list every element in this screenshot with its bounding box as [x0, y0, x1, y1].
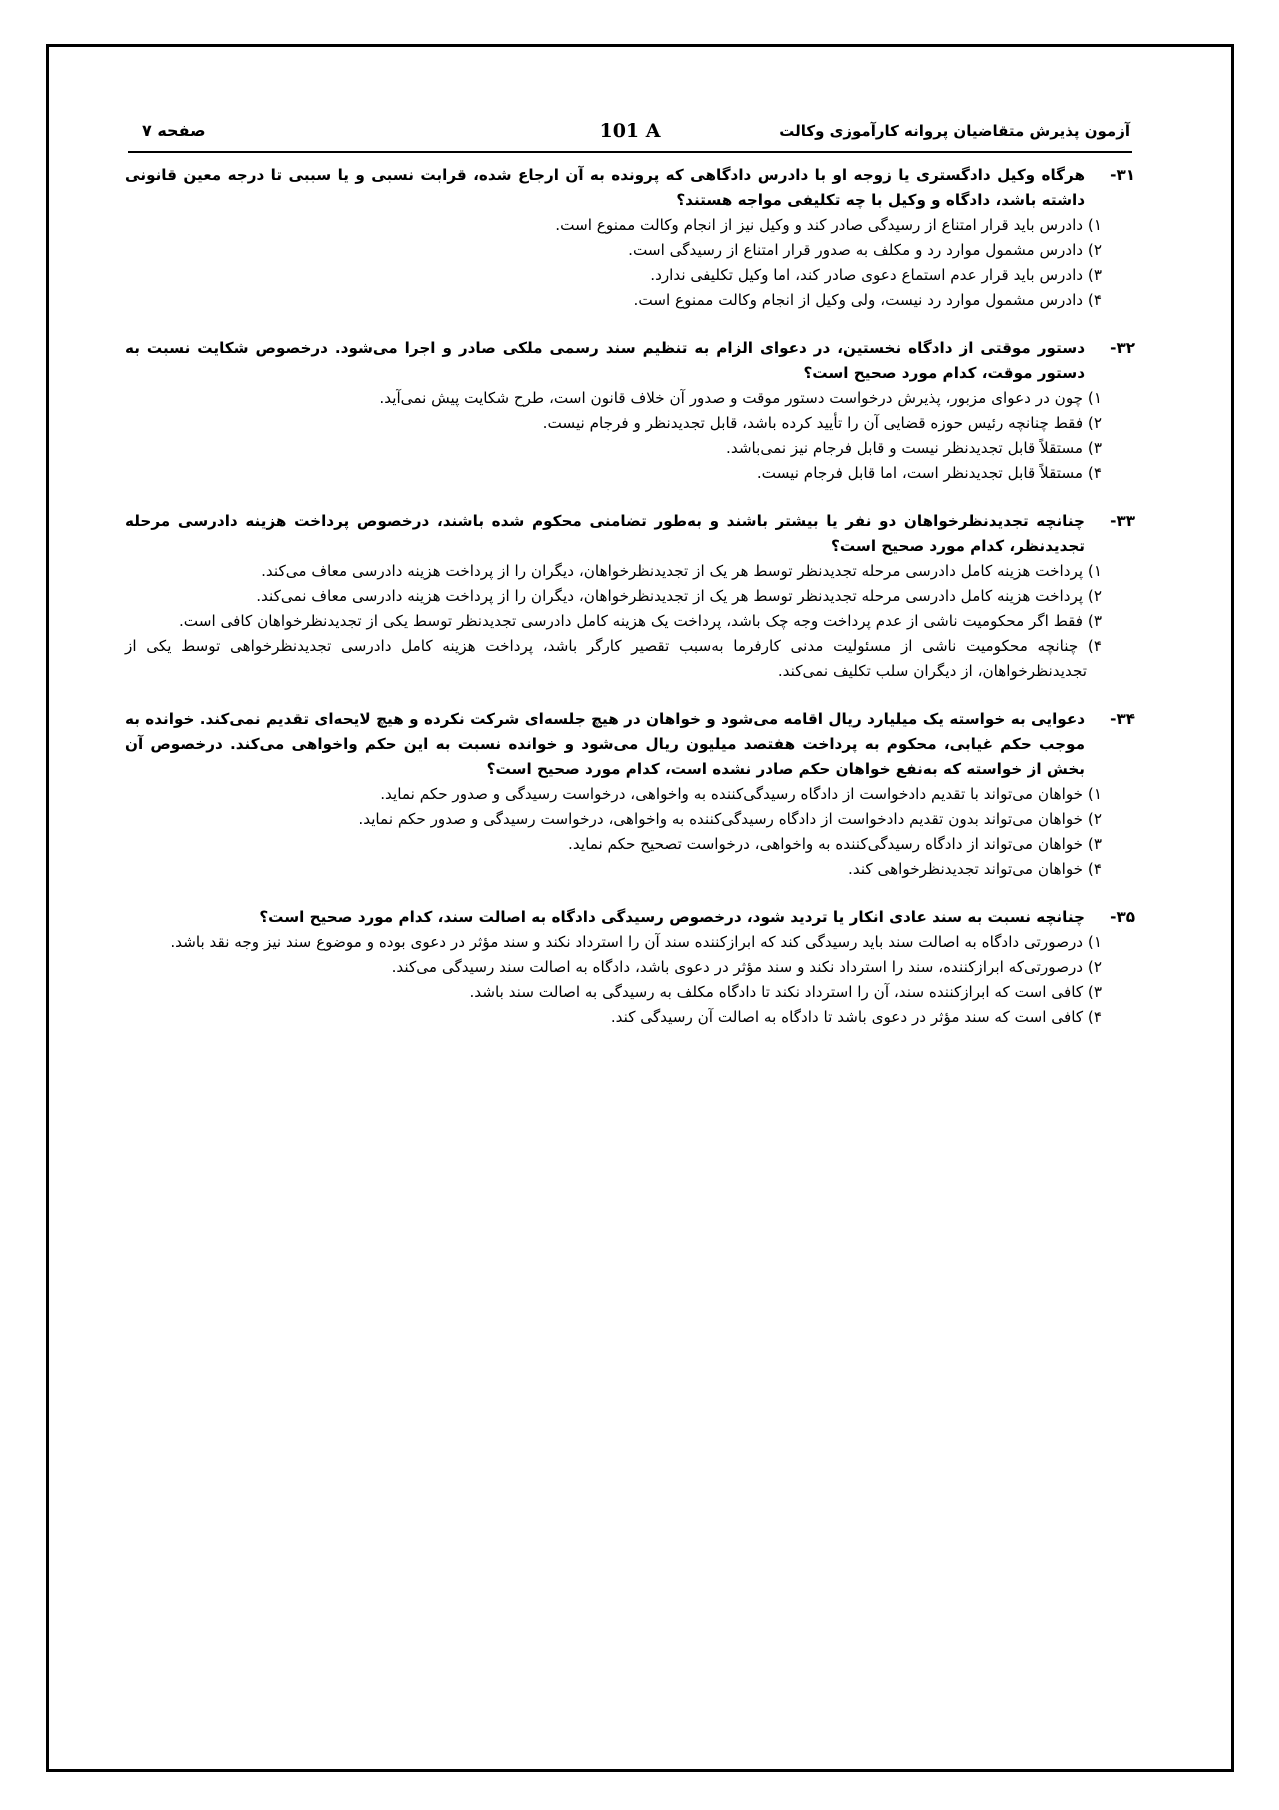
question-stem: دستور موقتی از دادگاه نخستین، در دعوای الزام به تنظیم سند رسمی ملکی صادر و اجرا می‌شود. درخصوص شکایت نسبت به دستور موقت، کدام مورد صحیح است؟ — [125, 339, 1085, 382]
option: ۳) دادرس باید قرار عدم استماع دعوی صادر کند، اما وکیل تکلیفی ندارد. — [650, 266, 1102, 284]
question-31 — [125, 163, 1135, 313]
option: ۳) خواهان می‌تواند از دادگاه رسیدگی‌کننده به واخواهی، درخواست تصحیح حکم نماید. — [568, 835, 1102, 853]
question-34 — [125, 707, 1135, 882]
question-number: ۳۴- — [1110, 710, 1135, 728]
option: ۱) خواهان می‌تواند با تقدیم دادخواست از دادگاه رسیدگی‌کننده به واخواهی، درخواست رسیدگی و صدور حکم نماید. — [380, 785, 1102, 803]
question-stem: چنانچه نسبت به سند عادی انکار یا تردید شود، درخصوص رسیدگی دادگاه به اصالت سند، کدام مورد صحیح است؟ — [259, 908, 1085, 926]
option: ۴) خواهان می‌تواند تجدیدنظرخواهی کند. — [848, 860, 1102, 878]
question-number: ۳۳- — [1110, 512, 1135, 530]
question-35 — [125, 905, 1135, 1030]
option: ۲) پرداخت هزینه کامل دادرسی مرحله تجدیدنظر توسط هر یک از تجدیدنظرخواهان، دیگران را از پرداخت هزینه دادرسی معاف نمی‌کند. — [256, 587, 1102, 605]
option: ۴) دادرس مشمول موارد رد نیست، ولی وکیل از انجام وکالت ممنوع است. — [633, 291, 1102, 309]
exam-title: آزمون پذیرش متقاضیان پروانه کارآموزی وکالت — [779, 122, 1130, 140]
question-33 — [125, 509, 1135, 684]
option: ۳) فقط اگر محکومیت ناشی از عدم پرداخت وجه چک باشد، پرداخت یک هزینه کامل دادرسی تجدیدنظر توسط یکی از تجدیدنظرخواهان کافی است. — [178, 612, 1102, 630]
question-stem: چنانچه تجدیدنظرخواهان دو نفر یا بیشتر باشند و به‌طور تضامنی محکوم شده باشند، درخصوص پرداخت هزینه دادرسی مرحله تجدیدنظر، کدام مورد صحیح است؟ — [125, 512, 1085, 555]
page-number: صفحه ۷ — [142, 121, 206, 140]
question-stem: دعوایی به خواسته یک میلیارد ریال اقامه می‌شود و خواهان در هیچ جلسه‌ای شرکت نکرده و هیچ لایحه‌ای تقدیم نمی‌کند. خوانده به موجب حکم غیابی، محکوم به پرداخت هفتصد میلیون ریال می‌شود و خوانده نسبت به این حکم واخواهی می‌کند. درخصوص آن بخش از خواسته که به‌نفع خواهان حکم صادر نشده است، کدام مورد صحیح است؟ — [125, 710, 1085, 778]
option: ۴) مستقلاً قابل تجدیدنظر است، اما قابل فرجام نیست. — [756, 464, 1102, 482]
page-header — [130, 122, 1130, 146]
option: ۱) دادرس باید قرار امتناع از رسیدگی صادر کند و وکیل نیز از انجام وکالت ممنوع است. — [555, 216, 1102, 234]
option: ۲) فقط چنانچه رئیس حوزه قضایی آن را تأیید کرده باشد، قابل تجدیدنظر و فرجام نیست. — [542, 414, 1102, 432]
option: ۳) کافی است که ابرازکننده سند، آن را استرداد نکند تا دادگاه مکلف به رسیدگی به اصالت سند باشد. — [469, 983, 1102, 1001]
question-number: ۳۲- — [1110, 339, 1135, 357]
questions-list — [125, 163, 1135, 1030]
question-number: ۳۵- — [1110, 908, 1135, 926]
question-number: ۳۱- — [1110, 166, 1135, 184]
option: ۲) درصورتی‌که ابرازکننده، سند را استرداد نکند و سند مؤثر در دعوی باشد، دادگاه به اصالت سند رسیدگی می‌کند. — [391, 958, 1102, 976]
option: ۴) چنانچه محکومیت ناشی از مسئولیت مدنی کارفرما به‌سبب تقصیر کارگر باشد، پرداخت هزینه کامل دادرسی تجدیدنظرخواهی توسط یکی از تجدیدنظرخواهان، از دیگران سلب تکلیف نمی‌کند. — [125, 637, 1102, 680]
option: ۱) پرداخت هزینه کامل دادرسی مرحله تجدیدنظر توسط هر یک از تجدیدنظرخواهان، دیگران را از پرداخت هزینه دادرسی معاف می‌کند. — [261, 562, 1102, 580]
header-divider — [128, 151, 1132, 153]
option: ۴) کافی است که سند مؤثر در دعوی باشد تا دادگاه به اصالت آن رسیدگی کند. — [610, 1008, 1102, 1026]
option: ۳) مستقلاً قابل تجدیدنظر نیست و قابل فرجام نیز نمی‌باشد. — [726, 439, 1102, 457]
booklet-code: 101 A — [599, 120, 661, 142]
option: ۲) خواهان می‌تواند بدون تقدیم دادخواست از دادگاه رسیدگی‌کننده به واخواهی، درخواست رسیدگی و صدور حکم نماید. — [358, 810, 1102, 828]
option: ۱) چون در دعوای مزبور، پذیرش درخواست دستور موقت و صدور آن خلاف قانون است، طرح شکایت پیش نمی‌آید. — [379, 389, 1102, 407]
option: ۱) درصورتی دادگاه به اصالت سند باید رسیدگی کند که ابرازکننده سند آن را استرداد نکند و سند مؤثر در دعوی بوده و موضوع سند نیز وجه نقد باشد. — [170, 933, 1102, 951]
question-32 — [125, 336, 1135, 486]
option: ۲) دادرس مشمول موارد رد و مکلف به صدور قرار امتناع از رسیدگی است. — [628, 241, 1102, 259]
question-stem: هرگاه وکیل دادگستری یا زوجه او با دادرس دادگاهی که پرونده به آن ارجاع شده، قرابت نسبی و یا سببی تا درجه معین قانونی داشته باشد، دادگاه و وکیل با چه تکلیفی مواجه هستند؟ — [125, 166, 1085, 209]
